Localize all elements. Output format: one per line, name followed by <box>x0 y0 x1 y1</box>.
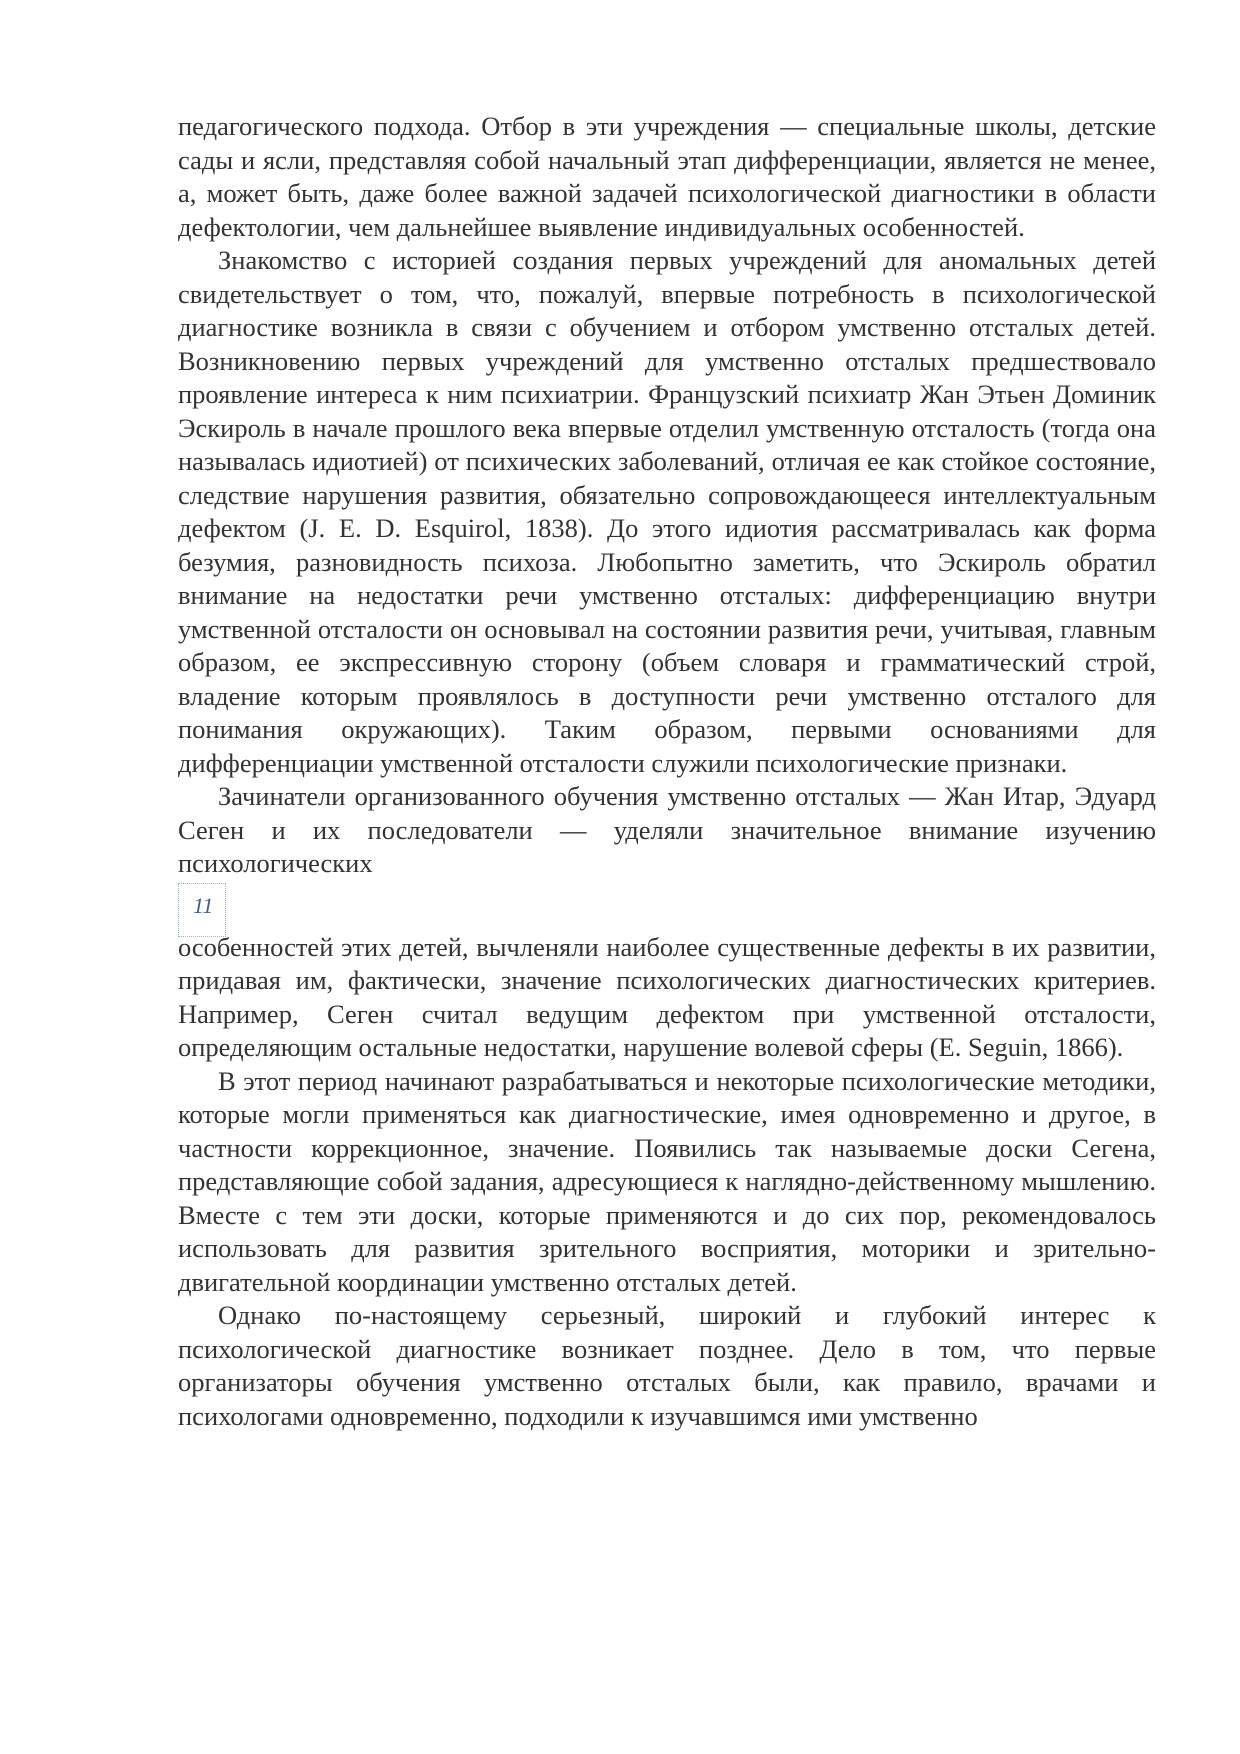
page-break <box>178 881 1156 931</box>
paragraph-4: особенностей этих детей, вычленяли наиболее существенные дефекты в их развитии, придавая им, фактически, значение психологических диагностических критериев. Например, Сеген считал ведущим дефектом при умственной отсталости, определяющим остальные недостатки, нарушение волевой сферы (E. Seguin, 1866). <box>178 931 1156 1062</box>
page-number-box <box>178 883 226 937</box>
paragraph-3: Зачинатели организованного обучения умственно отсталых — Жан Итар, Эдуард Сеген и их последователи — уделяли значительное внимание изучению психологических <box>178 781 1156 878</box>
page-number: 11 <box>193 892 214 918</box>
paragraph-6: Однако по-настоящему серьезный, широкий и глубокий интерес к психологической диагностике возникает позднее. Дело в том, что первые организаторы обучения умственно отсталых были, как правило, врачами и психологами одновременно, подходили к изучавшимся ими умственно <box>178 1300 1156 1431</box>
document-page <box>178 110 1156 1433</box>
paragraph-2: Знакомство с историей создания первых учреждений для аномальных детей свидетельствует о том, что, пожалуй, впервые потребность в психологической диагностике возникла в связи с обучением и отбором умственно отсталых детей. Возникновению первых учреждений для умственно отсталых предшествовало проявление интереса к ним психиатрии. Французский психиатр Жан Этьен Доминик Эскироль в начале прошлого века впервые отделил умственную отсталость (тогда она называлась идиотией) от психических заболеваний, отличая ее как стойкое состояние, следствие нарушения развития, обязательно сопровождающееся интеллектуальным дефектом (J. E. D. Esquirol, 1838). До этого идиотия рассматривалась как форма безумия, разновидность психоза. Любопытно заметить, что Эскироль обратил внимание на недостатки речи умственно отсталых: дифференциацию внутри умственной отсталости он основывал на состоянии развития речи, учитывая, главным образом, ее экспрессивную сторону (объем словаря и грамматический строй, владение которым проявлялось в доступности речи умственно отсталого для понимания окружающих). Таким образом, первыми основаниями для дифференциации умственной отсталости служили психологические признаки. <box>178 245 1156 778</box>
paragraph-1: педагогического подхода. Отбор в эти учреждения — специальные школы, детские сады и ясли, представляя собой начальный этап дифференциации, является не менее, а, может быть, даже более важной задачей психологической диагностики в области дефектологии, чем дальнейшее выявление индивидуальных особенностей. <box>178 111 1156 242</box>
paragraph-5: В этот период начинают разрабатываться и некоторые психологические методики, которые могли применяться как диагностические, имея одновременно и другое, в частности коррекционное, значение. Появились так называемые доски Сегена, представляющие собой задания, адресующиеся к наглядно-действенному мышлению. Вместе с тем эти доски, которые применяются и до сих пор, рекомендовалось использовать для развития зрительного восприятия, моторики и зрительно-двигательной координации умственно отсталых детей. <box>178 1065 1156 1297</box>
